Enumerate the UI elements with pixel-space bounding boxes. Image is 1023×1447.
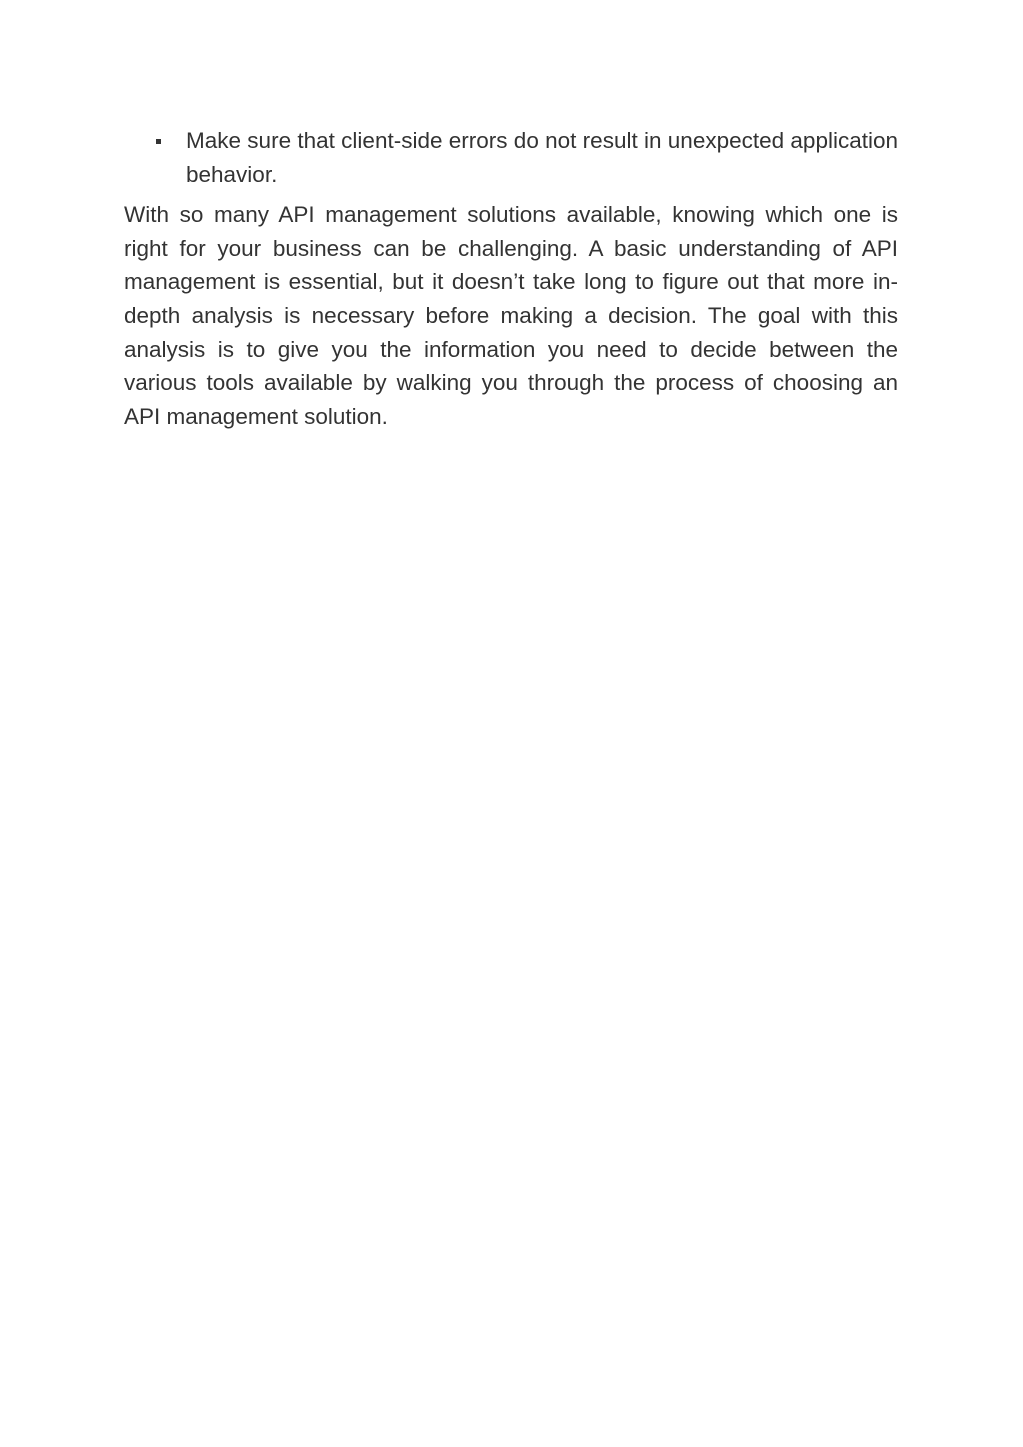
bullet-item [124,124,898,191]
bullet-text: Make sure that client-side errors do not result in unexpected application behavior. [186,128,898,187]
bullet-list [124,124,898,191]
square-bullet-icon [156,139,161,144]
document-body [124,124,898,433]
body-paragraph: With so many API management solutions available, knowing which one is right for your business can be challenging. A basic understanding of API management is essential, but it doesn’t take long to figure out that more in-depth analysis is necessary before making a decision. The goal with this analysis is to give you the information you need to decide between the various tools available by walking you through the process of choosing an API management solution. [124,202,898,429]
